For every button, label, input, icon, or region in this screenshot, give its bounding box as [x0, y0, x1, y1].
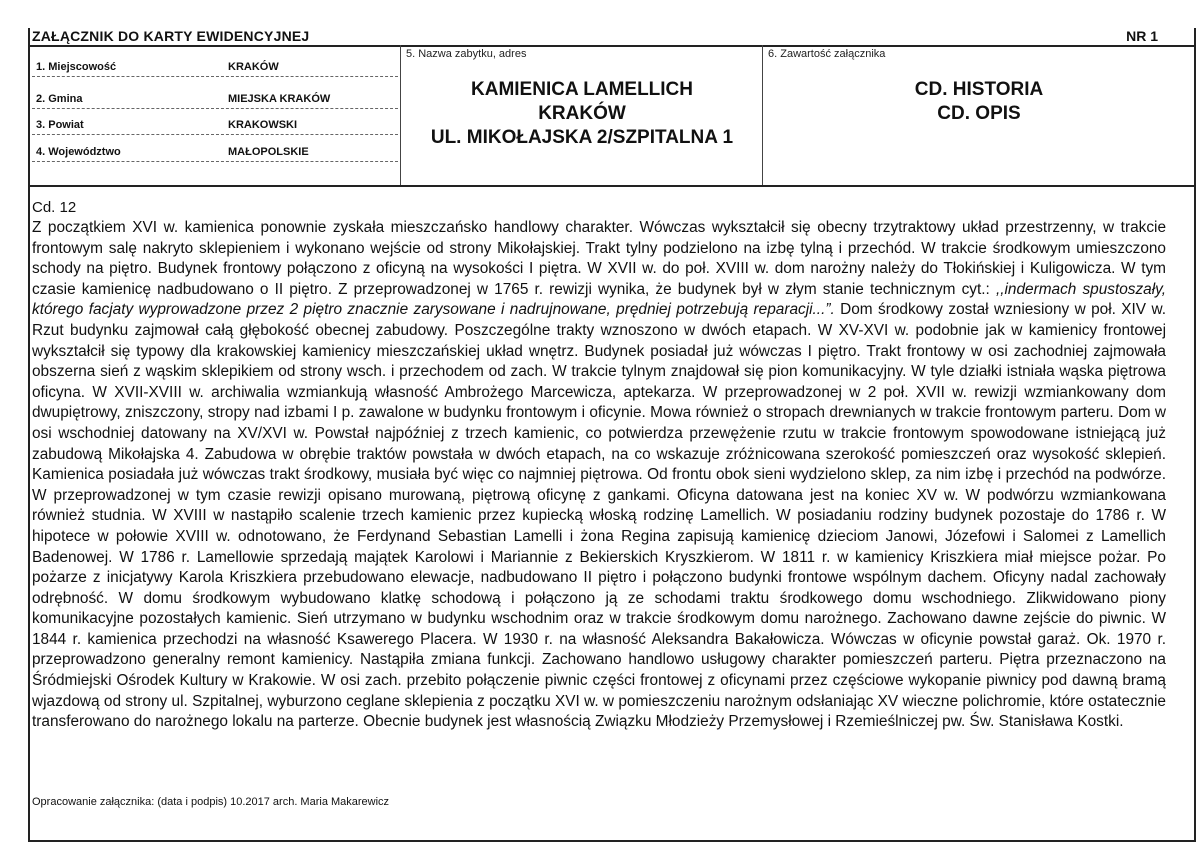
contents-line-description: CD. OPIS: [937, 103, 1021, 124]
location-value: MIEJSKA KRAKÓW: [228, 93, 331, 105]
location-label: 3. Powiat: [36, 119, 84, 131]
document-title: ZAŁĄCZNIK DO KARTY EWIDENCYJNEJ: [32, 28, 310, 44]
history-quote: ,,indermach spustoszały, którego facjaty wyprowadzone przez 2 piętro znacznie zarysowane i nadrujnowane, prędniej potrzebują reparacji...”.: [32, 280, 1166, 319]
continuation-label: Cd. 12: [32, 199, 77, 216]
prepared-by: Opracowanie załącznika: (data i podpis) 10.2017 arch. Maria Makarewicz: [32, 796, 390, 808]
contents-line-history: CD. HISTORIA: [914, 79, 1044, 100]
location-row-voivodeship: [32, 137, 398, 162]
header-bottom-rule: [28, 185, 1196, 187]
location-row-town: [32, 52, 398, 77]
location-row-commune: [32, 84, 398, 109]
attachment-contents: [764, 78, 1194, 126]
history-text: [32, 218, 1166, 733]
location-value: MAŁOPOLSKIE: [228, 146, 309, 158]
monument-name-line: KAMIENICA LAMELLICH: [471, 79, 693, 100]
location-row-county: [32, 110, 398, 135]
attachment-contents-heading: 6. Zawartość załącznika: [768, 48, 886, 60]
location-label: 4. Województwo: [36, 146, 121, 158]
history-text-part-2: Dom środkowy został wzniesiony w poł. XIV w. Rzut budynku zajmował całą głębokość obecnej zabudowy. Poszczególne trakty wznoszono w dwóch etapach. W XV-XVI w. podobnie jak w kamienicy frontowej wykształcił się typowy dla krakowskiej kamienicy mieszczańskiej układ wnętrz. Budynek posiadał już wówczas I piętro. Trakt frontowy w osi zachodniej zajmowała obszerna sień z wąskim sklepikiem od strony wsch. i przechodem od zach. W trakcie tylnym znajdował się pion komunikacyjny. W tyle działki istniała wąska piętrowa oficyna. W XVII-XVIII w. archiwalia wzmiankują własność Ambrożego Marcewicza, aptekarza. W przeprowadzonej w 2 poł. XVII w. rewizji wzmiankowany dom dwupiętrowy, zniszczony, stropy nad izbami I p. zawalone w budynku frontowym i oficynie. Mowa również o stropach drewnianych w trakcie frontowym parteru. Dom w osi wschodniej datowany na XV/XVI w. Powstał najpóźniej z trzech kamienic, co potwierdza przewężenie rzutu w trakcie frontowym spowodowane istniejącą już zabudową Mikołajska 4. Zabudowa w obrębie traktów powstała w dwóch etapach, na co wskazuje zróżnicowana szerokość pomieszczeń oraz wysokość sklepień. Kamienica posiadała już wówczas trakt środkowy, musiała być więc co najmniej piętrowa. Od frontu obok sieni wydzielono sklep, za nim izbę i przechód na podwórze. W przeprowadzonej w tym czasie rewizji opisano murowaną, piętrową oficynę z gankami. Oficyna datowana jest na koniec XV w. W podwórzu wzmiankowana również studnia. W XVIII w nastąpiło scalenie trzech kamienic przez kupiecką włoską rodzinę Lamellich. W posiadaniu rodziny budynek pozostaje do 1786 r. W hipotece w połowie XVIII w. odnotowano, że Ferdynand Sebastian Lamelli i żona Regina zapisują kamienicę dzieciom Janowi, Józefowi i Salomei z Lamellich Badenowej. W 1786 r. Lamellowie sprzedają majątek Karolowi i Mariannie z Bekierskich Kryszkierom. W 1811 r. w kamienicy Kriszkiera miał miejsce pożar. Po pożarze z inicjatywy Karola Kriszkiera przebudowano elewacje, nadbudowano II piętro i połączono budynki frontowe wspólnym dachem. Oficyny nadal zachowały odrębność. W domu środkowym wybudowano klatkę schodową i połączono ją ze schodami traktu środkowego domu wschodniego. Zlikwidowano piony komunikacyjne pozostałych kamienic. Sień utrzymano w budynku wschodnim oraz w trakcie środkowym domu narożnego. Zachowano dawne zejście do piwnic. W 1844 r. kamienica przechodzi na własność Ksawerego Placera. W 1930 r. na własność Aleksandra Bakałowicza. Wówczas w oficynie powstał garaż. Ok. 1970 r. przeprowadzono generalny remont kamienicy. Nastąpiła zmiana funkcji. Zachowano handlowo usługowy charakter pomieszczeń parteru. Piętra przeznaczono na Śródmiejski Ośrodek Kultury w Krakowie. W osi zach. przebito połączenie piwnic części frontowej z oficynami przez częściowe wykopanie piwnicy pod dawną bramą wjazdową od strony ul. Szpitalnej, wyburzono ceglane sklepienia z początku XVI w. w pomieszczeniu narożnym odsłaniając XV wieczne polichromie, które ostatecznie transferowano do narożnego lokalu na parterze. Obecnie budynek jest własnością Związku Młodzieży Przemysłowej i Rzemieślniczej pw. Św. Stanisława Kostki.: [32, 301, 1166, 731]
history-text-part-1: Z początkiem XVI w. kamienica ponownie zyskała mieszczańsko handlowy charakter. Wówczas wykształcił się obecny trzytraktowy układ przestrzenny, w trakcie frontowym salę nakryto sklepieniem i wykonano wejście od strony Mikołajskiej. Trakt tylny podzielono na izbę tylną i przechód. W trakcie środkowym umieszczono schody na piętro. Budynek frontowy połączono z oficyną na wysokości I piętra. W XVII w. do poł. XVIII w. dom narożny należy do Tłokińskiej i Kuligowicza. W tym czasie kamienicę nadbudowano o II piętro. Z przeprowadzonej w 1765 r. rewizji wynika, że budynek był w złym stanie technicznym cyt.:: [32, 219, 1166, 298]
sheet-number: NR 1: [1126, 28, 1158, 44]
monument-address-line: UL. MIKOŁAJSKA 2/SZPITALNA 1: [430, 127, 734, 148]
monument-city-line: KRAKÓW: [538, 103, 626, 124]
column-divider-1: [400, 45, 401, 185]
location-label: 2. Gmina: [36, 93, 83, 105]
header-top-rule: [28, 45, 1196, 47]
monument-name: [402, 78, 762, 150]
location-value: KRAKÓW: [228, 61, 279, 73]
column-divider-2: [762, 45, 763, 185]
monument-name-heading: 5. Nazwa zabytku, adres: [406, 48, 527, 60]
location-value: KRAKOWSKI: [228, 119, 298, 131]
location-label: 1. Miejscowość: [36, 61, 117, 73]
